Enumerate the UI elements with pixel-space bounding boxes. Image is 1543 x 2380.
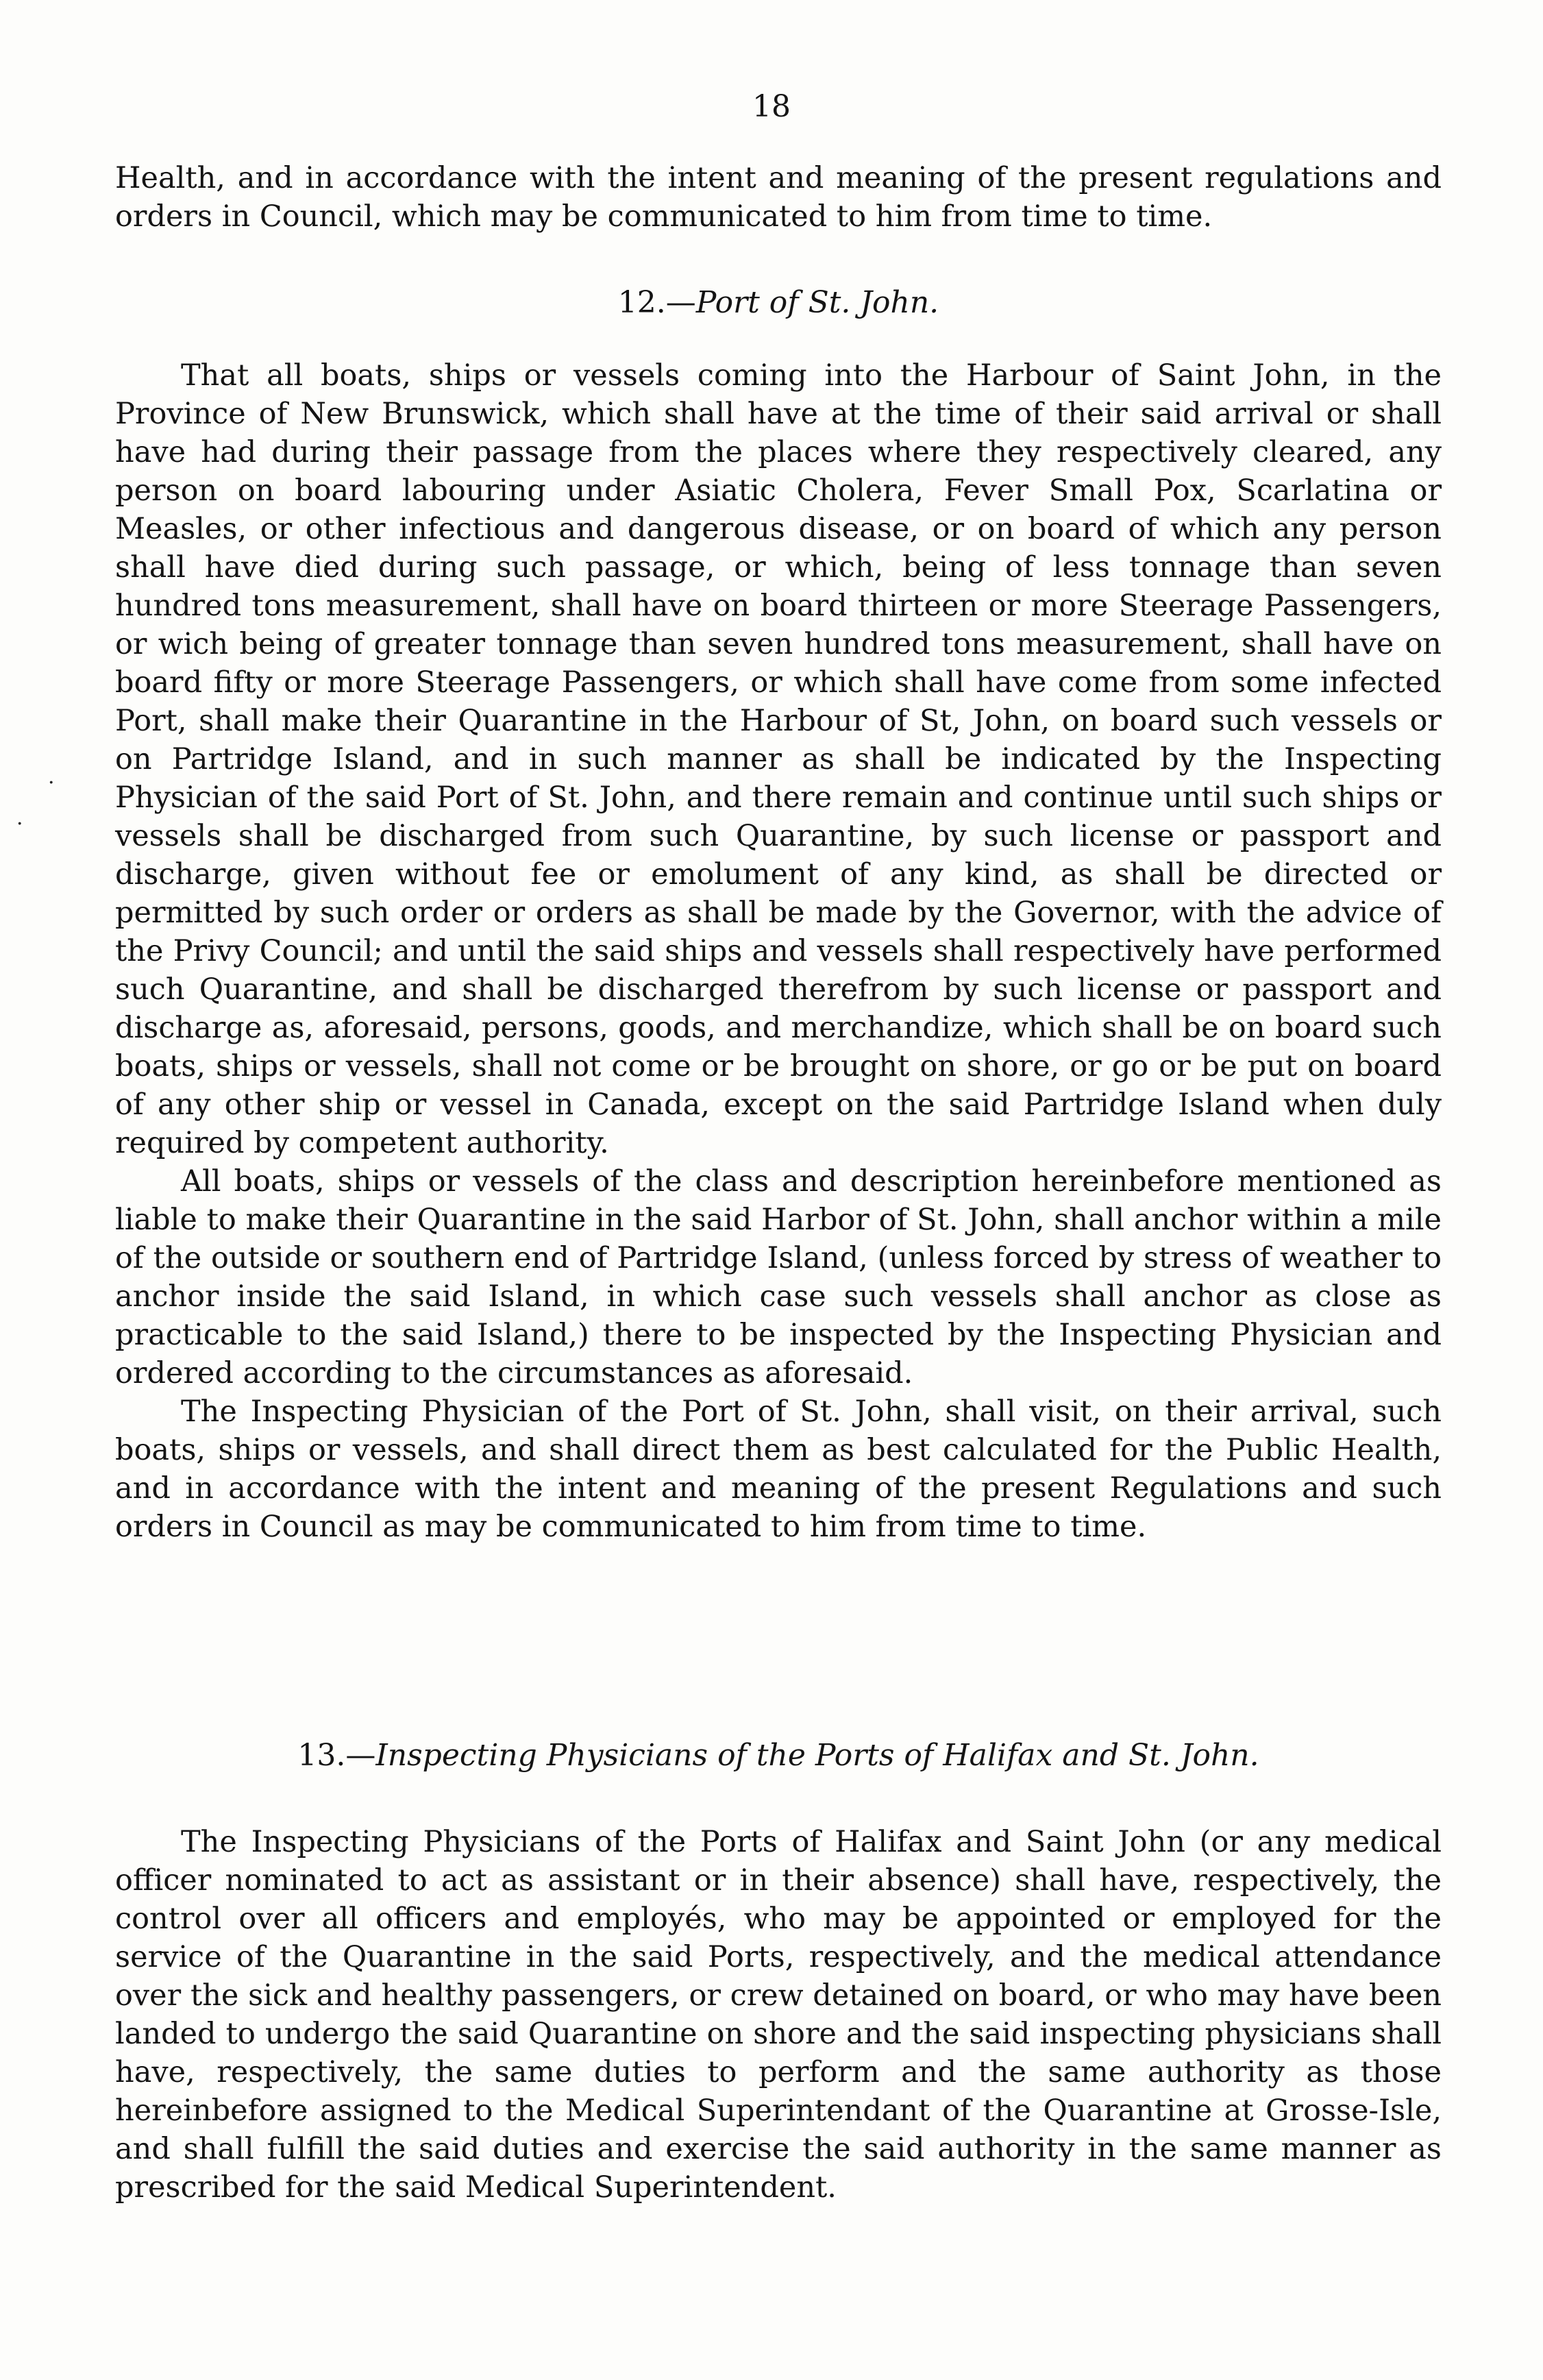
intro-paragraph: Health, and in accordance with the intent and meaning of the present regulations and orders in Council, which may be communicated to him from time to time.: [115, 161, 1442, 234]
section-13-number: 13.—: [297, 1738, 376, 1773]
section-12-paragraph: That all boats, ships or vessels coming into the Harbour of Saint John, in the Province of New Brunswick, which shall have at the time of their said arrival or shall have had during their passage from the places where they respectively cleared, any person on board labouring under Asiatic Cholera, Fever Small Pox, Scarlatina or Measles, or other infectious and dangerous disease, or on board of which any person shall have died during such passage, or which, being of less tonnage than seven hundred tons measurement, shall have on board thirteen or more Steerage Passengers, or wich being of greater tonnage than seven hundred tons measurement, shall have on board fifty or more Steerage Passengers, or which shall have come from some infected Port, shall make their Quarantine in the Harbour of St, John, on board such vessels or on Partridge Island, and in such manner as shall be indicated by the Inspecting Physician of the said Port of St. John, and there remain and continue until such ships or vessels shall be discharged from such Quarantine, by such license or passport and discharge, given without fee or emolument of any kind, as shall be directed or permitted by such order or orders as shall be made by the Governor, with the advice of the Privy Council; and until the said ships and vessels shall respectively have performed such Quarantine, and shall be discharged therefrom by such license or passport and discharge as, aforesaid, persons, goods, and merchandize, which shall be on board such boats, ships or vessels, shall not come or be brought on shore, or go or be put on board of any other ship or vessel in Canada, except on the said Partridge Island when duly required by competent authority.: [115, 358, 1442, 1160]
section-12-number: 12.—: [617, 285, 696, 320]
margin-mark: ·: [48, 771, 55, 795]
section-12-paragraph: The Inspecting Physician of the Port of St. John, shall visit, on their arrival, such boats, ships or vessels, and shall direct them as best calculated for the Public Health, and in accordance with the intent and meaning of the present Regulations and such orders in Council as may be communicated to him from time to time.: [115, 1395, 1442, 1544]
page-number: 18: [752, 89, 791, 124]
margin-mark: ·: [16, 812, 23, 836]
section-12-title: Port of St. John.: [695, 285, 939, 320]
section-13-title: Inspecting Physicians of the Ports of Halifax and St. John.: [375, 1738, 1259, 1773]
intro-block: [115, 159, 1442, 236]
section-13-heading: [115, 1737, 1442, 1775]
section-13-paragraph: The Inspecting Physicians of the Ports of Halifax and Saint John (or any medical officer nominated to act as assistant or in their absence) shall have, respectively, the control over all officers and employés, who may be appointed or employed for the service of the Quarantine in the said Ports, respectively, and the medical attendance over the sick and healthy passengers, or crew detained on board, or who may have been landed to undergo the said Quarantine on shore and the said inspecting physicians shall have, respectively, the same duties to perform and the same authority as those hereinbefore assigned to the Medical Superintendant of the Quarantine at Grosse-Isle, and shall fulfill the said duties and exercise the said authority in the same manner as prescribed for the said Medical Superintendent.: [115, 1825, 1442, 2205]
section-12-body: [115, 356, 1442, 1546]
section-12-paragraph: All boats, ships or vessels of the class and description hereinbefore mentioned as liable to make their Quarantine in the said Harbor of St. John, shall anchor within a mile of the outside or southern end of Partridge Island, (unless forced by stress of weather to anchor inside the said Island, in which case such vessels shall anchor as close as practicable to the said Island,) there to be inspected by the Inspecting Physician and ordered according to the circumstances as aforesaid.: [115, 1164, 1442, 1390]
section-13-body: [115, 1823, 1442, 2207]
section-12-heading: [115, 284, 1442, 322]
